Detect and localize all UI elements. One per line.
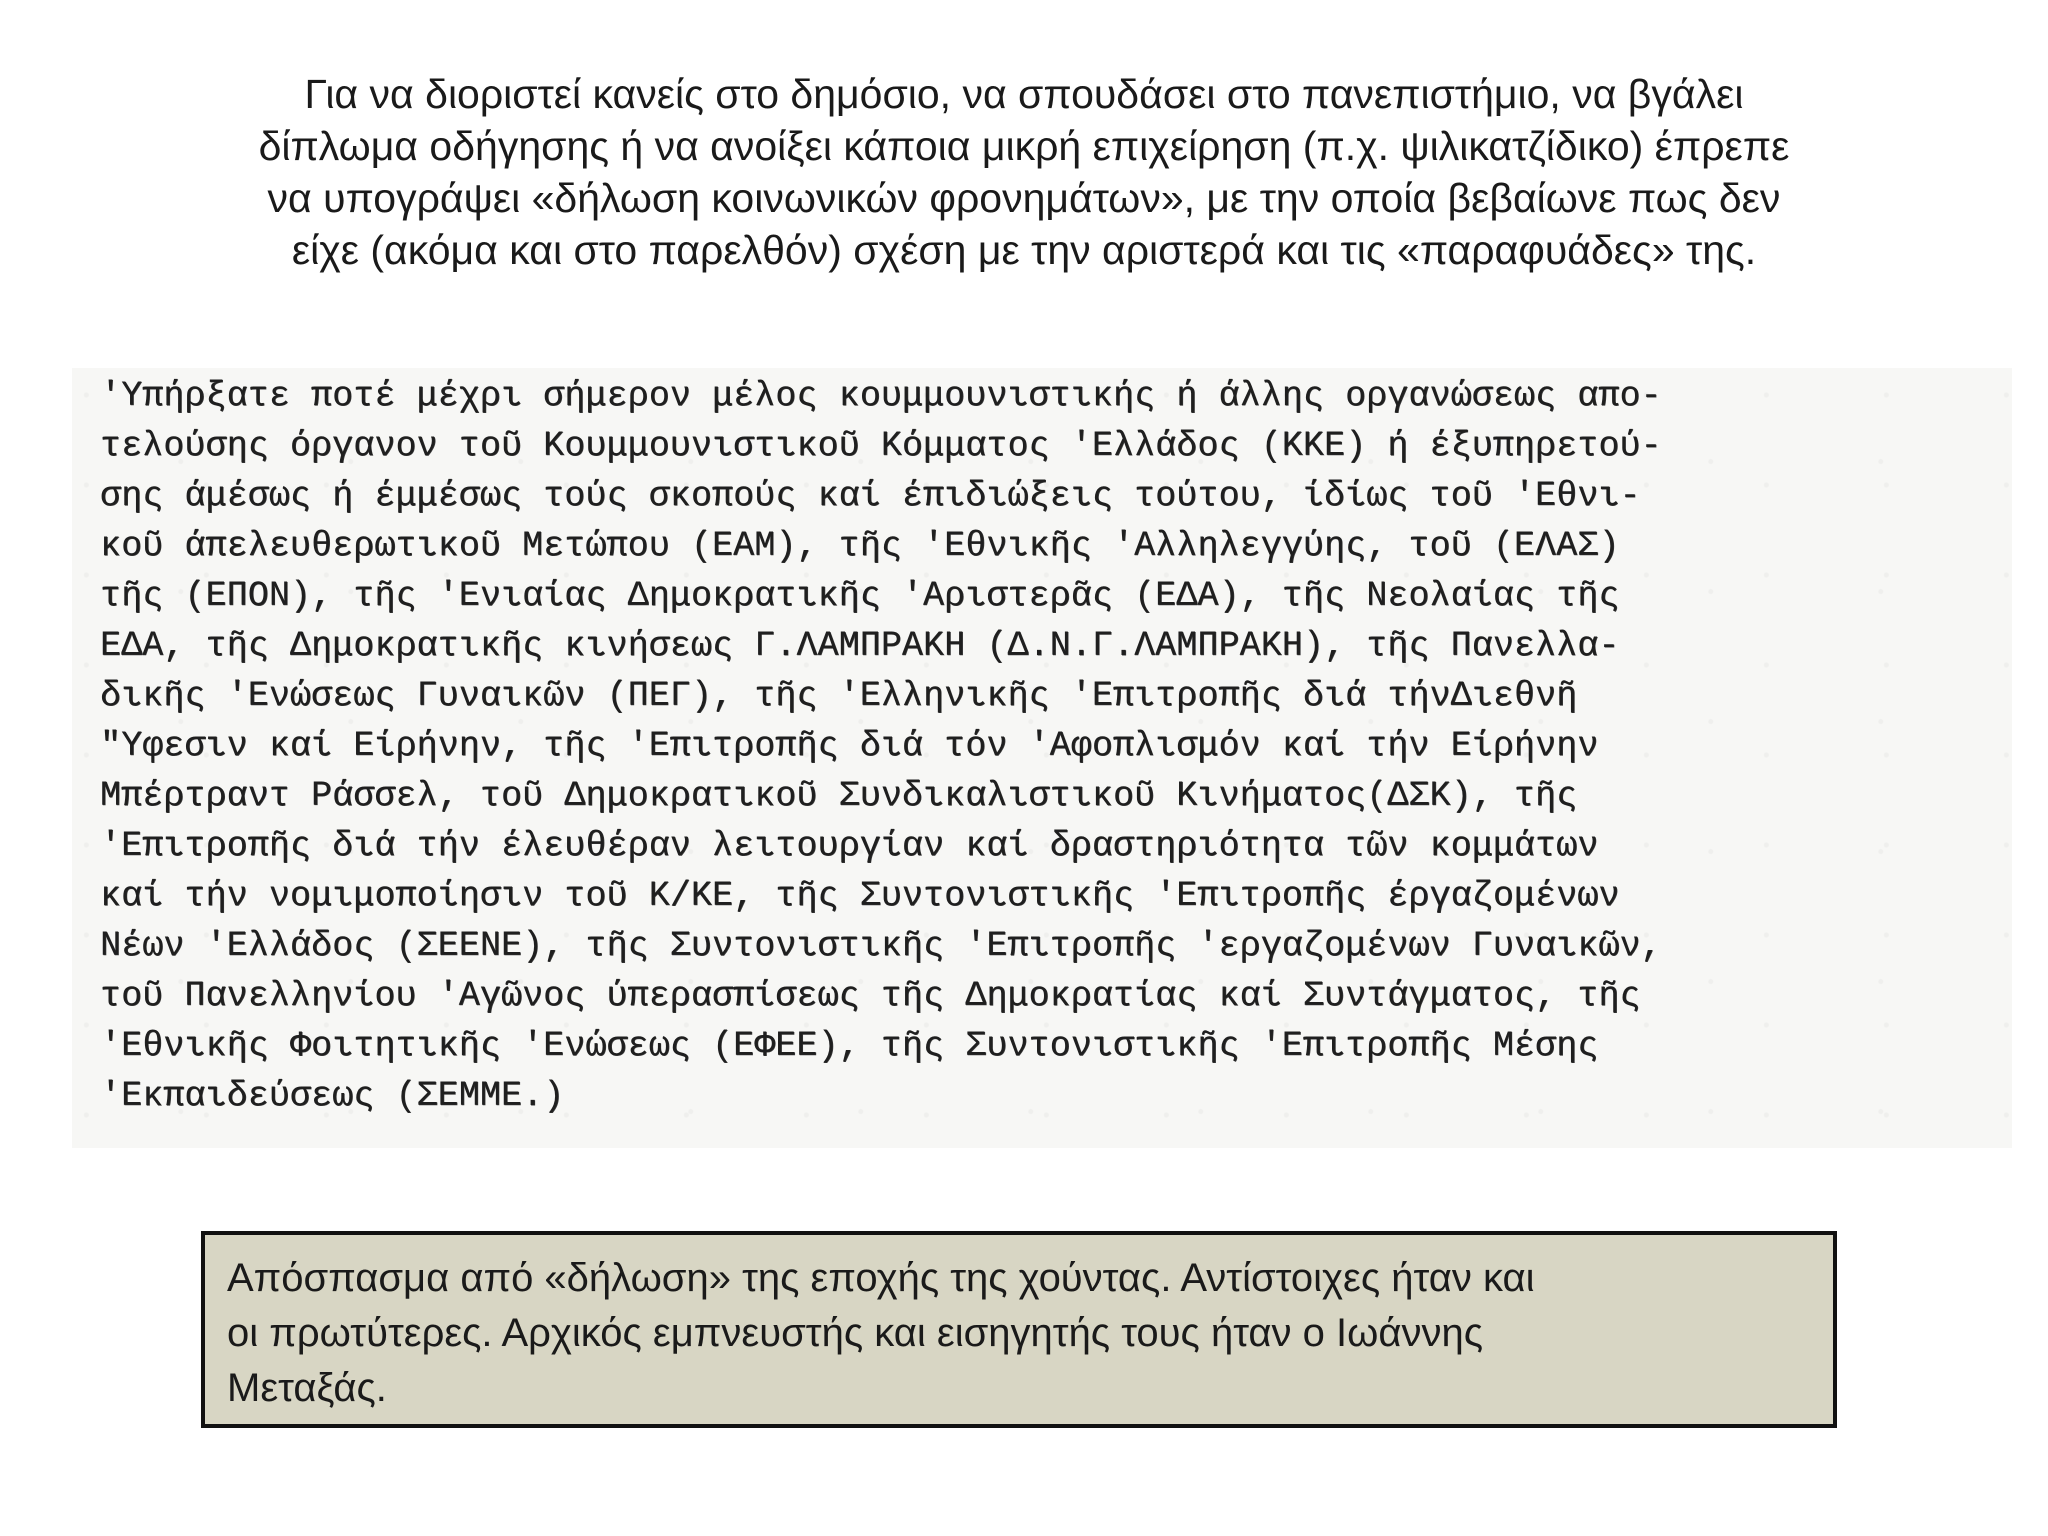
typed-line: τῆς (ΕΠΟΝ), τῆς 'Ενιαίας Δημοκρατικῆς 'Αριστερᾶς (ΕΔΑ), τῆς Νεολαίας τῆς: [100, 576, 1620, 616]
intro-line: είχε (ακόμα και στο παρελθόν) σχέση με την αριστερά και τις «παραφυάδες» της.: [291, 227, 1757, 273]
intro-line: δίπλωμα οδήγησης ή να ανοίξει κάποια μικρή επιχείρηση (π.χ. ψιλικατζίδικο) έπρεπε: [258, 123, 1790, 169]
intro-line: Για να διοριστεί κανείς στο δημόσιο, να σπουδάσει στο πανεπιστήμιο, να βγάλει: [304, 71, 1744, 117]
typed-line: ΕΔΑ, τῆς Δημοκρατικῆς κινήσεως Γ.ΛΑΜΠΡΑΚΗ (Δ.Ν.Γ.ΛΑΜΠΡΑΚΗ), τῆς Πανελλα-: [100, 626, 1620, 666]
caption-line: Απόσπασμα από «δήλωση» της εποχής της χούντας. Αντίστοιχες ήταν και: [227, 1256, 1535, 1300]
typed-line: κοῦ άπελευθερωτικοῦ Μετώπου (ΕΑΜ), τῆς 'Εθνικῆς 'Αλληλεγγύης, τοῦ (ΕΛΑΣ): [100, 526, 1620, 566]
typed-line: 'Εκπαιδεύσεως (ΣΕΜΜΕ.): [100, 1076, 565, 1116]
typed-line: 'Υπήρξατε ποτέ μέχρι σήμερον μέλος κουμμουνιστικής ή άλλης οργανώσεως απο-: [100, 376, 1662, 416]
typed-line: σης άμέσως ή έμμέσως τούς σκοπούς καί έπιδιώξεις τούτου, ίδίως τοῦ 'Εθνι-: [100, 476, 1641, 516]
typed-line: καί τήν νομιμοποίησιν τοῦ Κ/ΚΕ, τῆς Συντονιστικῆς 'Επιτροπῆς έργαζομένων: [100, 876, 1620, 916]
caption-line: Μεταξάς.: [227, 1366, 387, 1410]
caption-box: [201, 1231, 1837, 1428]
typed-line: "Υφεσιν καί Είρήνην, τῆς 'Επιτροπῆς διά τόν 'Αφοπλισμόν καί τήν Είρήνην: [100, 726, 1599, 766]
typed-line: τελούσης όργανον τοῦ Κουμμουνιστικοῦ Κόμματος 'Ελλάδος (ΚΚΕ) ή έξυπηρετού-: [100, 426, 1662, 466]
typed-line: 'Επιτροπῆς διά τήν έλευθέραν λειτουργίαν καί δραστηριότητα τῶν κομμάτων: [100, 826, 1599, 866]
scanned-declaration-excerpt: [72, 368, 2012, 1148]
intro-line: να υπογράψει «δήλωση κοινωνικών φρονημάτων», με την οποία βεβαίωνε πως δεν: [267, 175, 1781, 221]
typed-line: τοῦ Πανελληνίου 'Αγῶνος ύπερασπίσεως τῆς Δημοκρατίας καί Συντάγματος, τῆς: [100, 976, 1641, 1016]
typed-line: Νέων 'Ελλάδος (ΣΕΕΝΕ), τῆς Συντονιστικῆς 'Επιτροπῆς 'εργαζομένων Γυναικῶν,: [100, 926, 1662, 966]
typed-line: δικῆς 'Ενώσεως Γυναικῶν (ΠΕΓ), τῆς 'Ελληνικῆς 'Επιτροπῆς διά τήνΔιεθνῆ: [100, 676, 1578, 716]
typed-line: 'Εθνικῆς Φοιτητικῆς 'Ενώσεως (ΕΦΕΕ), τῆς Συντονιστικῆς 'Επιτροπῆς Μέσης: [100, 1026, 1599, 1066]
caption-line: οι πρωτύτερες. Αρχικός εμπνευστής και εισηγητής τους ήταν ο Ιωάννης: [227, 1311, 1484, 1355]
typed-line: Μπέρτραντ Ράσσελ, τοῦ Δημοκρατικοῦ Συνδικαλιστικοῦ Κινήματος(ΔΣΚ), τῆς: [100, 776, 1578, 816]
intro-paragraph: [110, 68, 1938, 276]
